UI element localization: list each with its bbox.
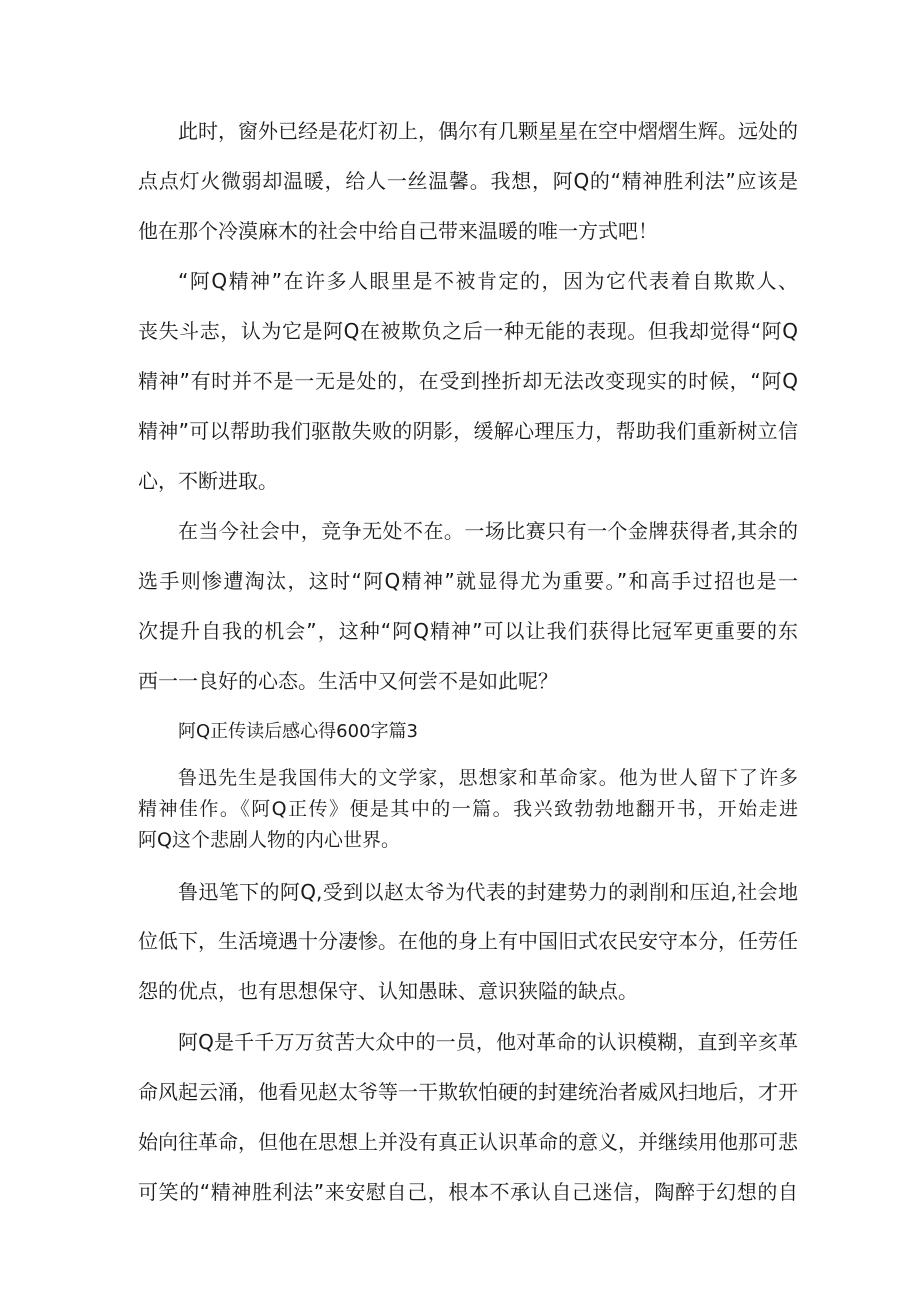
paragraph-1-line-2: 点点灯火微弱却温暖，给人一丝温馨。我想，阿Q的“精神胜利法”应该是 xyxy=(138,169,798,193)
paragraph-4-line-3: 阿Q这个悲剧人物的内心世界。 xyxy=(138,829,400,851)
paragraph-3-line-4: 西一一良好的心态。生活中又何尝不是如此呢？ xyxy=(138,669,558,693)
paragraph-5-line-1: 鲁迅笔下的阿Q,受到以赵太爷为代表的封建势力的剥削和压迫,社会地 xyxy=(178,880,798,904)
paragraph-3-line-1: 在当今社会中，竞争无处不在。一场比赛只有一个金牌获得者,其余的 xyxy=(178,519,798,543)
paragraph-2-line-3: 精神”有时并不是一无是处的，在受到挫折却无法改变现实的时候，“阿Q xyxy=(138,369,798,393)
paragraph-6-line-4: 可笑的“精神胜利法”来安慰自己，根本不承认自己迷信，陶醉于幻想的自 xyxy=(138,1180,798,1204)
section-heading: 阿Q正传读后感心得600字篇3 xyxy=(178,721,418,742)
paragraph-6-line-1: 阿Q是千千万万贫苦大众中的一员，他对革命的认识模糊，直到辛亥革 xyxy=(178,1030,798,1054)
paragraph-3-line-3: 次提升自我的机会”，这种“阿Q精神”可以让我们获得比冠军更重要的东 xyxy=(138,619,798,643)
paragraph-5-line-3: 怨的优点，也有思想保守、认知愚昧、意识狭隘的缺点。 xyxy=(138,979,638,1003)
paragraph-6-line-2: 命风起云涌，他看见赵太爷等一干欺软怕硬的封建统治者威风扫地后，才开 xyxy=(138,1080,798,1104)
paragraph-2-line-5: 心，不断进取。 xyxy=(138,469,278,493)
paragraph-4-line-1: 鲁迅先生是我国伟大的文学家，思想家和革命家。他为世人留下了许多 xyxy=(178,767,798,789)
paragraph-4-line-2: 精神佳作。《阿Q正传》便是其中的一篇。我兴致勃勃地翻开书，开始走进 xyxy=(138,798,798,820)
paragraph-2-line-1: “阿Q精神”在许多人眼里是不被肯定的，因为它代表着自欺欺人、 xyxy=(178,269,798,293)
paragraph-3-line-2: 选手则惨遭淘汰，这时“阿Q精神”就显得尤为重要。”和高手过招也是一 xyxy=(138,569,798,593)
paragraph-1-line-1: 此时，窗外已经是花灯初上，偶尔有几颗星星在空中熠熠生辉。远处的 xyxy=(178,119,798,143)
paragraph-6-line-3: 始向往革命，但他在思想上并没有真正认识革命的意义，并继续用他那可悲 xyxy=(138,1130,798,1154)
paragraph-1-line-3: 他在那个冷漠麻木的社会中给自己带来温暖的唯一方式吧！ xyxy=(138,219,658,243)
paragraph-2-line-2: 丧失斗志，认为它是阿Q在被欺负之后一种无能的表现。但我却觉得“阿Q xyxy=(138,319,798,343)
paragraph-5-line-2: 位低下，生活境遇十分凄惨。在他的身上有中国旧式农民安守本分，任劳任 xyxy=(138,929,798,953)
paragraph-2-line-4: 精神”可以帮助我们驱散失败的阴影，缓解心理压力，帮助我们重新树立信 xyxy=(138,419,798,443)
